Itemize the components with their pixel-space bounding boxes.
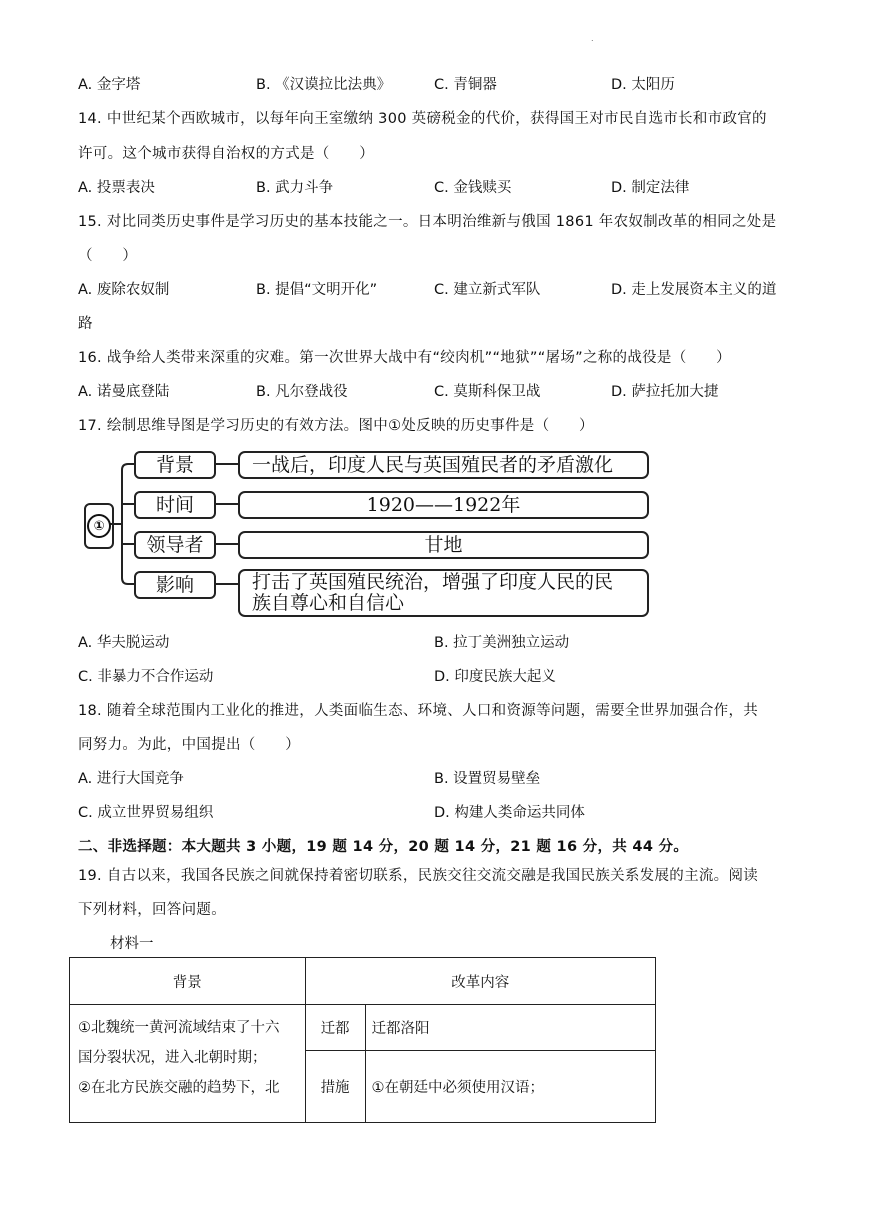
- mind-map-content-impact-line2: 族自尊心和自信心: [252, 592, 405, 614]
- q17-stem: 17. 绘制思维导图是学习历史的有效方法。图中①处反映的历史事件是（ ）: [78, 418, 594, 434]
- mind-map-root: ①: [84, 503, 114, 549]
- q18-stem-line2: 同努力。为此，中国提出（ ）: [78, 737, 300, 753]
- mind-map-label-leader: 领导者: [134, 531, 216, 559]
- q17-option-d: D. 印度民族大起义: [434, 669, 556, 685]
- q18-option-b: B. 设置贸易壁垒: [434, 771, 541, 787]
- q14-option-d: D. 制定法律: [611, 180, 690, 196]
- q15-option-c: C. 建立新式军队: [434, 282, 541, 298]
- table-background-cell: [70, 1005, 306, 1123]
- q15-option-a: A. 废除农奴制: [78, 282, 170, 298]
- table-background-line1: ①北魏统一黄河流域结束了十六: [78, 1020, 280, 1036]
- q17-option-c: C. 非暴力不合作运动: [78, 669, 214, 685]
- q15-stem-line1: 15. 对比同类历史事件是学习历史的基本技能之一。日本明治维新与俄国 1861 年农奴制改革的相同之处是: [78, 214, 777, 230]
- q15-option-d-wrap: 路: [78, 316, 93, 332]
- mind-map-label-time: 时间: [134, 491, 216, 519]
- mind-map-content-impact-line1: 打击了英国殖民统治，增强了印度人民的民: [252, 571, 614, 593]
- q19-stem-line1: 19. 自古以来，我国各民族之间就保持着密切联系，民族交往交流交融是我国民族关系发展的主流。阅读: [78, 868, 759, 884]
- q15-stem-line2: （ ）: [78, 248, 138, 264]
- q14-option-a: A. 投票表决: [78, 180, 155, 196]
- mind-map-content-background: 一战后，印度人民与英国殖民者的矛盾激化: [238, 451, 649, 479]
- section-2-heading: 二、非选择题：本大题共 3 小题，19 题 14 分，20 题 14 分，21 题 16 分，共 44 分。: [78, 839, 689, 855]
- q13-option-b: B. 《汉谟拉比法典》: [256, 77, 392, 93]
- q15-option-b: B. 提倡“文明开化”: [256, 282, 378, 298]
- table-key-measures: 措施: [305, 1051, 365, 1123]
- material-1-table: [69, 957, 656, 1123]
- q16-option-d: D. 萨拉托加大捷: [611, 384, 719, 400]
- table-value-measures: ①在朝廷中必须使用汉语；: [365, 1051, 655, 1123]
- top-mark: .: [591, 34, 594, 43]
- q18-option-c: C. 成立世界贸易组织: [78, 805, 214, 821]
- q17-option-b: B. 拉丁美洲独立运动: [434, 635, 570, 651]
- table-background-line2: 国分裂状况，进入北朝时期；: [78, 1050, 267, 1066]
- q14-option-c: C. 金钱赎买: [434, 180, 512, 196]
- q16-option-c: C. 莫斯科保卫战: [434, 384, 541, 400]
- table-key-capital: 迁都: [305, 1005, 365, 1051]
- mind-map-label-impact: 影响: [134, 571, 216, 599]
- q16-option-b: B. 凡尔登战役: [256, 384, 348, 400]
- mind-map-content-time: 1920——1922年: [238, 491, 649, 519]
- q17-option-a: A. 华夫脱运动: [78, 635, 170, 651]
- q14-stem-line2: 许可。这个城市获得自治权的方式是（ ）: [78, 146, 374, 162]
- q15-option-d: D. 走上发展资本主义的道: [611, 282, 777, 298]
- q13-option-c: C. 青铜器: [434, 77, 497, 93]
- q16-stem: 16. 战争给人类带来深重的灾难。第一次世界大战中有“绞肉机”“地狱”“屠场”之称的战役是（ ）: [78, 350, 731, 366]
- q14-stem-line1: 14. 中世纪某个西欧城市，以每年向王室缴纳 300 英磅税金的代价，获得国王对市民自选市长和市政官的: [78, 111, 767, 127]
- material-1-title: 材料一: [110, 936, 154, 952]
- table-header-reform: 改革内容: [305, 958, 655, 1005]
- q14-option-b: B. 武力斗争: [256, 180, 334, 196]
- q19-stem-line2: 下列材料，回答问题。: [78, 902, 226, 918]
- q13-option-a: A. 金字塔: [78, 77, 141, 93]
- q18-stem-line1: 18. 随着全球范围内工业化的推进，人类面临生态、环境、人口和资源等问题，需要全世界加强合作，共: [78, 703, 759, 719]
- table-background-line3: ②在北方民族交融的趋势下，北: [78, 1080, 280, 1096]
- mind-map-content-leader: 甘地: [238, 531, 649, 559]
- q13-option-d: D. 太阳历: [611, 77, 675, 93]
- q18-option-d: D. 构建人类命运共同体: [434, 805, 585, 821]
- table-value-capital: 迁都洛阳: [365, 1005, 655, 1051]
- mind-map-content-impact: [238, 569, 649, 617]
- q16-option-a: A. 诺曼底登陆: [78, 384, 170, 400]
- mind-map-label-background: 背景: [134, 451, 216, 479]
- q18-option-a: A. 进行大国竞争: [78, 771, 184, 787]
- table-header-background: 背景: [70, 958, 306, 1005]
